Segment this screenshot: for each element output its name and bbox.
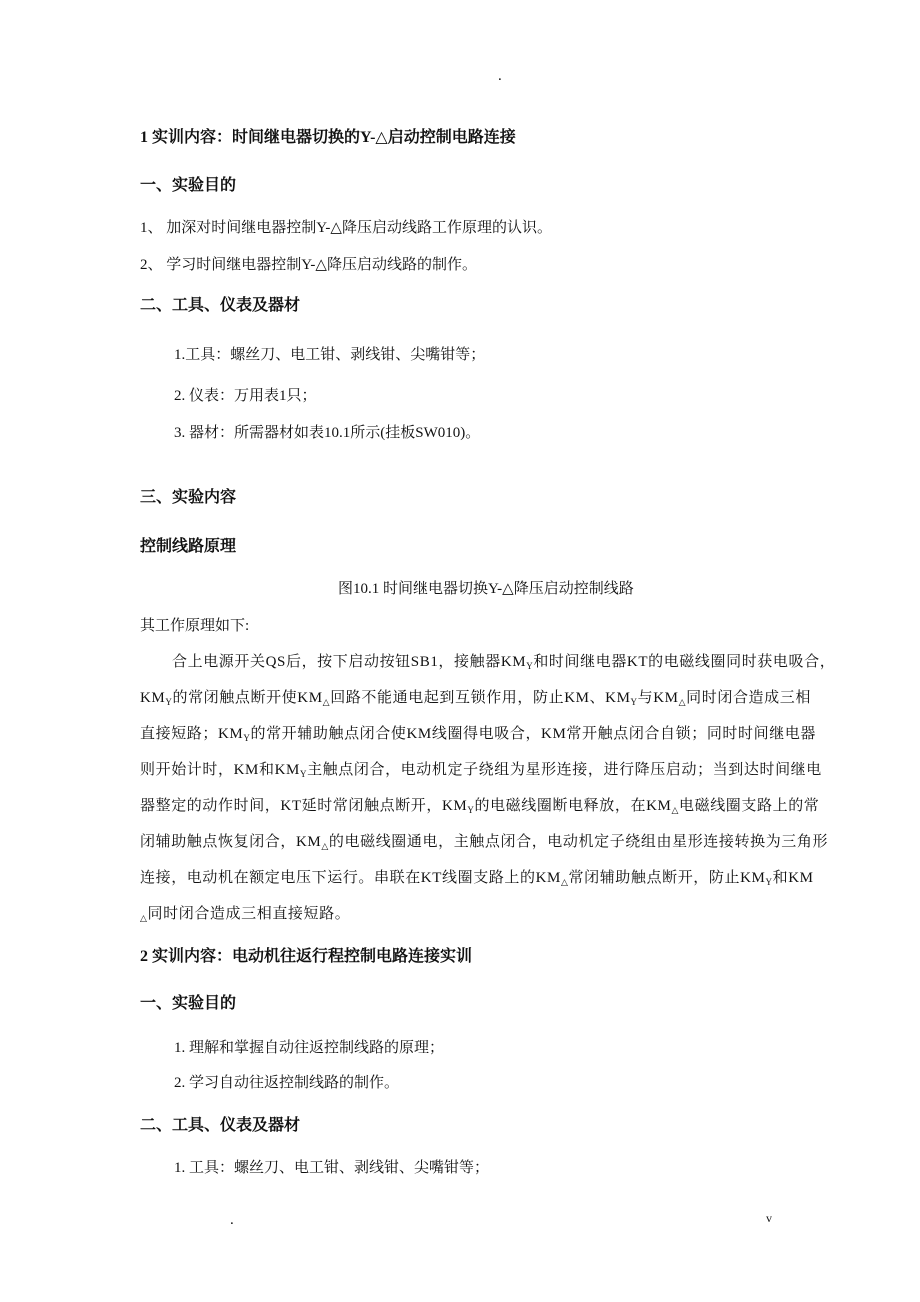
footer-left-mark: . xyxy=(230,1212,234,1228)
paragraph-line xyxy=(172,652,835,676)
subscript: △ xyxy=(322,697,331,707)
section1-tools-heading: 二、工具、仪表及器材 xyxy=(140,297,301,314)
footer-page-mark: v xyxy=(766,1211,772,1225)
text-segment: 连接，电动机在额定电压下运行。串联在KT线圈支路上的KM xyxy=(140,870,561,886)
paragraph-line xyxy=(140,868,814,892)
header-mark: . xyxy=(498,68,502,84)
section2-purpose-heading: 一、实验目的 xyxy=(140,995,237,1012)
text-segment: 则开始计时，KM和KM xyxy=(140,762,300,778)
text-segment: 主触点闭合，电动机定子绕组为星形连接，进行降压启动；当到达时间继电 xyxy=(307,762,822,778)
text-segment: 的常开辅助触点闭合使KM线圈得电吸合，KM常开触点闭合自锁；同时时间继电器 xyxy=(250,726,817,742)
text-segment: 回路不能通电起到互锁作用，防止KM、KM xyxy=(330,690,631,706)
text-segment: 与KM xyxy=(637,690,679,706)
purpose-item: 1、 加深对时间继电器控制Y-△降压启动线路工作原理的认识。 xyxy=(140,220,552,236)
paragraph-line xyxy=(140,904,350,928)
text-segment: 和时间继电器KT的电磁线圈同时获电吸合， xyxy=(533,654,836,670)
paragraph-line xyxy=(140,796,819,820)
text-segment: 器整定的动作时间，KT延时常闭触点断开，KM xyxy=(140,798,468,814)
subscript: Y xyxy=(299,769,308,779)
subscript: △ xyxy=(140,913,148,923)
section1-purpose-heading: 一、实验目的 xyxy=(140,177,237,194)
tools-item: 1.工具：螺丝刀、电工钳、剥线钳、尖嘴钳等； xyxy=(174,347,486,363)
subscript: Y xyxy=(165,697,173,707)
paragraph-line xyxy=(140,760,822,784)
section1-content-heading: 三、实验内容 xyxy=(140,489,237,506)
subscript: △ xyxy=(321,841,329,851)
subscript: Y xyxy=(630,697,638,707)
tools-item: 2. 仪表：万用表1只； xyxy=(174,388,317,404)
text-segment: 电磁线圈支路上的常 xyxy=(679,798,820,814)
text-segment: 直接短路；KM xyxy=(140,726,244,742)
paragraph-line xyxy=(140,724,816,748)
section2-title: 2 实训内容：电动机往返行程控制电路连接实训 xyxy=(140,948,473,965)
paragraph-line xyxy=(140,688,811,712)
text-segment: 合上电源开关QS后，按下启动按钮SB1，接触器KM xyxy=(172,654,527,670)
tools-item: 3. 器材：所需器材如表10.1所示(挂板SW010)。 xyxy=(174,425,481,441)
text-segment: 的常闭触点断开使KM xyxy=(172,690,323,706)
text-segment: KM xyxy=(140,690,166,706)
paragraph-line xyxy=(140,832,828,856)
tools-item: 1. 工具：螺丝刀、电工钳、剥线钳、尖嘴钳等； xyxy=(174,1160,490,1176)
text-segment: 常闭辅助触点断开，防止KM xyxy=(568,870,766,886)
text-segment: 和KM xyxy=(772,870,814,886)
section2-tools-heading: 二、工具、仪表及器材 xyxy=(140,1117,301,1134)
purpose-item: 2. 学习自动往返控制线路的制作。 xyxy=(174,1075,400,1091)
subscript: △ xyxy=(671,805,679,815)
subscript: Y xyxy=(765,877,773,887)
subscript: Y xyxy=(467,805,475,815)
text-segment: 同时闭合造成三相直接短路。 xyxy=(147,906,351,922)
text-segment: 闭辅助触点恢复闭合，KM xyxy=(140,834,322,850)
subscript: △ xyxy=(560,877,569,887)
section1-title: 1 实训内容：时间继电器切换的Y-△启动控制电路连接 xyxy=(140,129,516,146)
principle-heading: 控制线路原理 xyxy=(140,538,237,555)
text-segment: 同时闭合造成三相 xyxy=(686,690,811,706)
intro-text: 其工作原理如下: xyxy=(140,618,250,634)
subscript: Y xyxy=(243,733,251,743)
text-segment: 的电磁线圈断电释放，在KM xyxy=(474,798,672,814)
purpose-item: 2、 学习时间继电器控制Y-△降压启动线路的制作。 xyxy=(140,257,477,273)
subscript: △ xyxy=(678,697,687,707)
purpose-item: 1. 理解和掌握自动往返控制线路的原理； xyxy=(174,1040,445,1056)
text-segment: 的电磁线圈通电，主触点闭合，电动机定子绕组由星形连接转换为三角形 xyxy=(328,834,829,850)
figure-caption: 图10.1 时间继电器切换Y-△降压启动控制线路 xyxy=(338,581,634,597)
subscript: Y xyxy=(526,661,534,671)
